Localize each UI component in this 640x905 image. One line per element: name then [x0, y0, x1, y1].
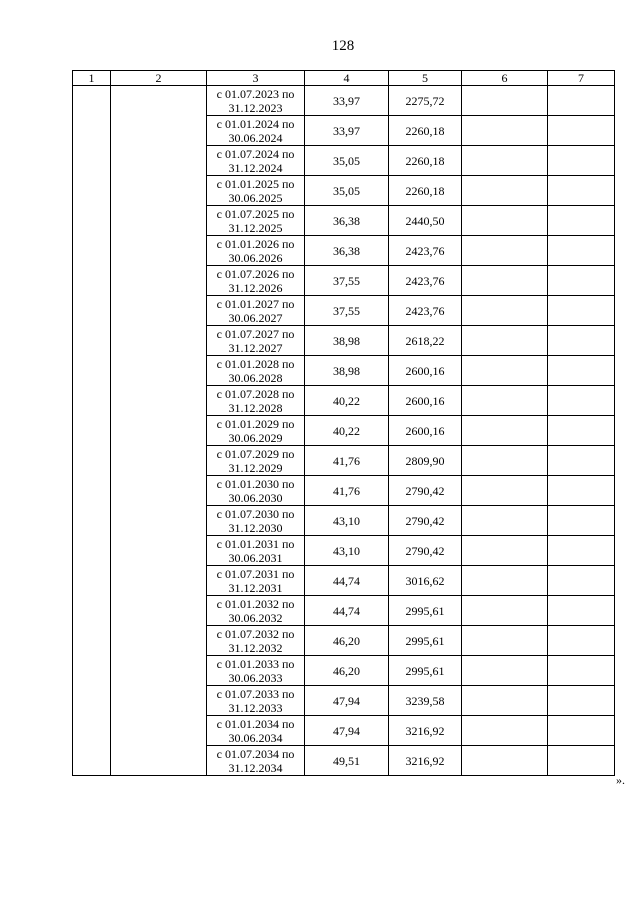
value-col-4-cell: 41,76 [305, 476, 389, 506]
empty-col-7-cell [548, 146, 615, 176]
value-col-4-cell: 43,10 [305, 536, 389, 566]
period-cell: с 01.07.2030 по 31.12.2030 [207, 506, 305, 536]
period-cell: с 01.07.2024 по 31.12.2024 [207, 146, 305, 176]
value-col-5-cell: 3216,92 [389, 746, 462, 776]
period-cell: с 01.07.2034 по 31.12.2034 [207, 746, 305, 776]
header-row [73, 71, 615, 86]
empty-col-6-cell [462, 566, 548, 596]
tariff-table [72, 70, 615, 776]
period-cell: с 01.01.2027 по 30.06.2027 [207, 296, 305, 326]
period-cell: с 01.07.2029 по 31.12.2029 [207, 446, 305, 476]
value-col-5-cell: 2423,76 [389, 236, 462, 266]
empty-col-6-cell [462, 86, 548, 116]
empty-col-7-cell [548, 596, 615, 626]
empty-col-6-cell [462, 686, 548, 716]
period-cell: с 01.07.2032 по 31.12.2032 [207, 626, 305, 656]
period-cell: с 01.07.2026 по 31.12.2026 [207, 266, 305, 296]
empty-col-6-cell [462, 266, 548, 296]
empty-col-7-cell [548, 746, 615, 776]
empty-col-7-cell [548, 116, 615, 146]
value-col-5-cell: 2995,61 [389, 656, 462, 686]
period-cell: с 01.01.2030 по 30.06.2030 [207, 476, 305, 506]
table-row [73, 86, 615, 116]
period-cell: с 01.07.2028 по 31.12.2028 [207, 386, 305, 416]
value-col-5-cell: 2600,16 [389, 416, 462, 446]
value-col-4-cell: 46,20 [305, 656, 389, 686]
empty-col-7-cell [548, 266, 615, 296]
empty-col-6-cell [462, 476, 548, 506]
header-col-6: 6 [462, 71, 548, 86]
empty-col-6-cell [462, 716, 548, 746]
empty-col-6-cell [462, 206, 548, 236]
empty-col-7-cell [548, 686, 615, 716]
value-col-5-cell: 2260,18 [389, 116, 462, 146]
period-cell: с 01.07.2031 по 31.12.2031 [207, 566, 305, 596]
period-cell: с 01.07.2027 по 31.12.2027 [207, 326, 305, 356]
value-col-4-cell: 41,76 [305, 446, 389, 476]
page-number: 128 [331, 38, 355, 54]
value-col-4-cell: 38,98 [305, 326, 389, 356]
empty-col-6-cell [462, 236, 548, 266]
empty-col-6-cell [462, 626, 548, 656]
empty-col-7-cell [548, 566, 615, 596]
period-cell: с 01.01.2026 по 30.06.2026 [207, 236, 305, 266]
value-col-5-cell: 2600,16 [389, 356, 462, 386]
period-cell: с 01.01.2029 по 30.06.2029 [207, 416, 305, 446]
empty-col-6-cell [462, 506, 548, 536]
value-col-4-cell: 35,05 [305, 176, 389, 206]
value-col-4-cell: 47,94 [305, 686, 389, 716]
value-col-5-cell: 2260,18 [389, 176, 462, 206]
header-col-3: 3 [207, 71, 305, 86]
empty-col-7-cell [548, 716, 615, 746]
value-col-4-cell: 44,74 [305, 566, 389, 596]
header-col-4: 4 [305, 71, 389, 86]
value-col-5-cell: 2423,76 [389, 296, 462, 326]
period-cell: с 01.07.2033 по 31.12.2033 [207, 686, 305, 716]
header-col-5: 5 [389, 71, 462, 86]
value-col-5-cell: 2440,50 [389, 206, 462, 236]
period-cell: с 01.01.2031 по 30.06.2031 [207, 536, 305, 566]
value-col-5-cell: 2995,61 [389, 626, 462, 656]
empty-col-7-cell [548, 356, 615, 386]
period-cell: с 01.01.2032 по 30.06.2032 [207, 596, 305, 626]
empty-col-6-cell [462, 296, 548, 326]
header-col-2: 2 [111, 71, 207, 86]
value-col-4-cell: 49,51 [305, 746, 389, 776]
empty-col-7-cell [548, 176, 615, 206]
merged-cell-col-1 [73, 86, 111, 776]
empty-col-7-cell [548, 296, 615, 326]
empty-col-6-cell [462, 596, 548, 626]
value-col-4-cell: 46,20 [305, 626, 389, 656]
value-col-5-cell: 3239,58 [389, 686, 462, 716]
period-cell: с 01.01.2028 по 30.06.2028 [207, 356, 305, 386]
period-cell: с 01.01.2024 по 30.06.2024 [207, 116, 305, 146]
empty-col-6-cell [462, 416, 548, 446]
value-col-5-cell: 2809,90 [389, 446, 462, 476]
value-col-5-cell: 3216,92 [389, 716, 462, 746]
empty-col-7-cell [548, 206, 615, 236]
empty-col-6-cell [462, 326, 548, 356]
value-col-4-cell: 43,10 [305, 506, 389, 536]
empty-col-7-cell [548, 536, 615, 566]
value-col-5-cell: 2618,22 [389, 326, 462, 356]
value-col-4-cell: 36,38 [305, 236, 389, 266]
merged-cell-col-2 [111, 86, 207, 776]
value-col-5-cell: 2275,72 [389, 86, 462, 116]
empty-col-6-cell [462, 146, 548, 176]
value-col-4-cell: 37,55 [305, 296, 389, 326]
empty-col-7-cell [548, 326, 615, 356]
value-col-5-cell: 3016,62 [389, 566, 462, 596]
end-mark: ». [616, 773, 625, 787]
period-cell: с 01.01.2025 по 30.06.2025 [207, 176, 305, 206]
empty-col-7-cell [548, 656, 615, 686]
value-col-4-cell: 44,74 [305, 596, 389, 626]
empty-col-7-cell [548, 446, 615, 476]
empty-col-6-cell [462, 116, 548, 146]
header-col-7: 7 [548, 71, 615, 86]
value-col-5-cell: 2790,42 [389, 536, 462, 566]
period-cell: с 01.07.2025 по 31.12.2025 [207, 206, 305, 236]
value-col-4-cell: 33,97 [305, 116, 389, 146]
empty-col-7-cell [548, 86, 615, 116]
empty-col-7-cell [548, 626, 615, 656]
value-col-4-cell: 35,05 [305, 146, 389, 176]
value-col-4-cell: 38,98 [305, 356, 389, 386]
header-col-1: 1 [73, 71, 111, 86]
value-col-5-cell: 2790,42 [389, 476, 462, 506]
empty-col-7-cell [548, 386, 615, 416]
value-col-5-cell: 2995,61 [389, 596, 462, 626]
value-col-4-cell: 33,97 [305, 86, 389, 116]
value-col-5-cell: 2600,16 [389, 386, 462, 416]
empty-col-7-cell [548, 236, 615, 266]
empty-col-7-cell [548, 476, 615, 506]
empty-col-6-cell [462, 386, 548, 416]
empty-col-6-cell [462, 176, 548, 206]
period-cell: с 01.01.2034 по 30.06.2034 [207, 716, 305, 746]
empty-col-6-cell [462, 746, 548, 776]
empty-col-7-cell [548, 506, 615, 536]
empty-col-6-cell [462, 356, 548, 386]
value-col-4-cell: 47,94 [305, 716, 389, 746]
value-col-4-cell: 37,55 [305, 266, 389, 296]
value-col-5-cell: 2423,76 [389, 266, 462, 296]
empty-col-6-cell [462, 656, 548, 686]
period-cell: с 01.01.2033 по 30.06.2033 [207, 656, 305, 686]
value-col-4-cell: 40,22 [305, 416, 389, 446]
value-col-4-cell: 40,22 [305, 386, 389, 416]
value-col-5-cell: 2260,18 [389, 146, 462, 176]
value-col-4-cell: 36,38 [305, 206, 389, 236]
empty-col-6-cell [462, 536, 548, 566]
empty-col-6-cell [462, 446, 548, 476]
value-col-5-cell: 2790,42 [389, 506, 462, 536]
empty-col-7-cell [548, 416, 615, 446]
period-cell: с 01.07.2023 по 31.12.2023 [207, 86, 305, 116]
